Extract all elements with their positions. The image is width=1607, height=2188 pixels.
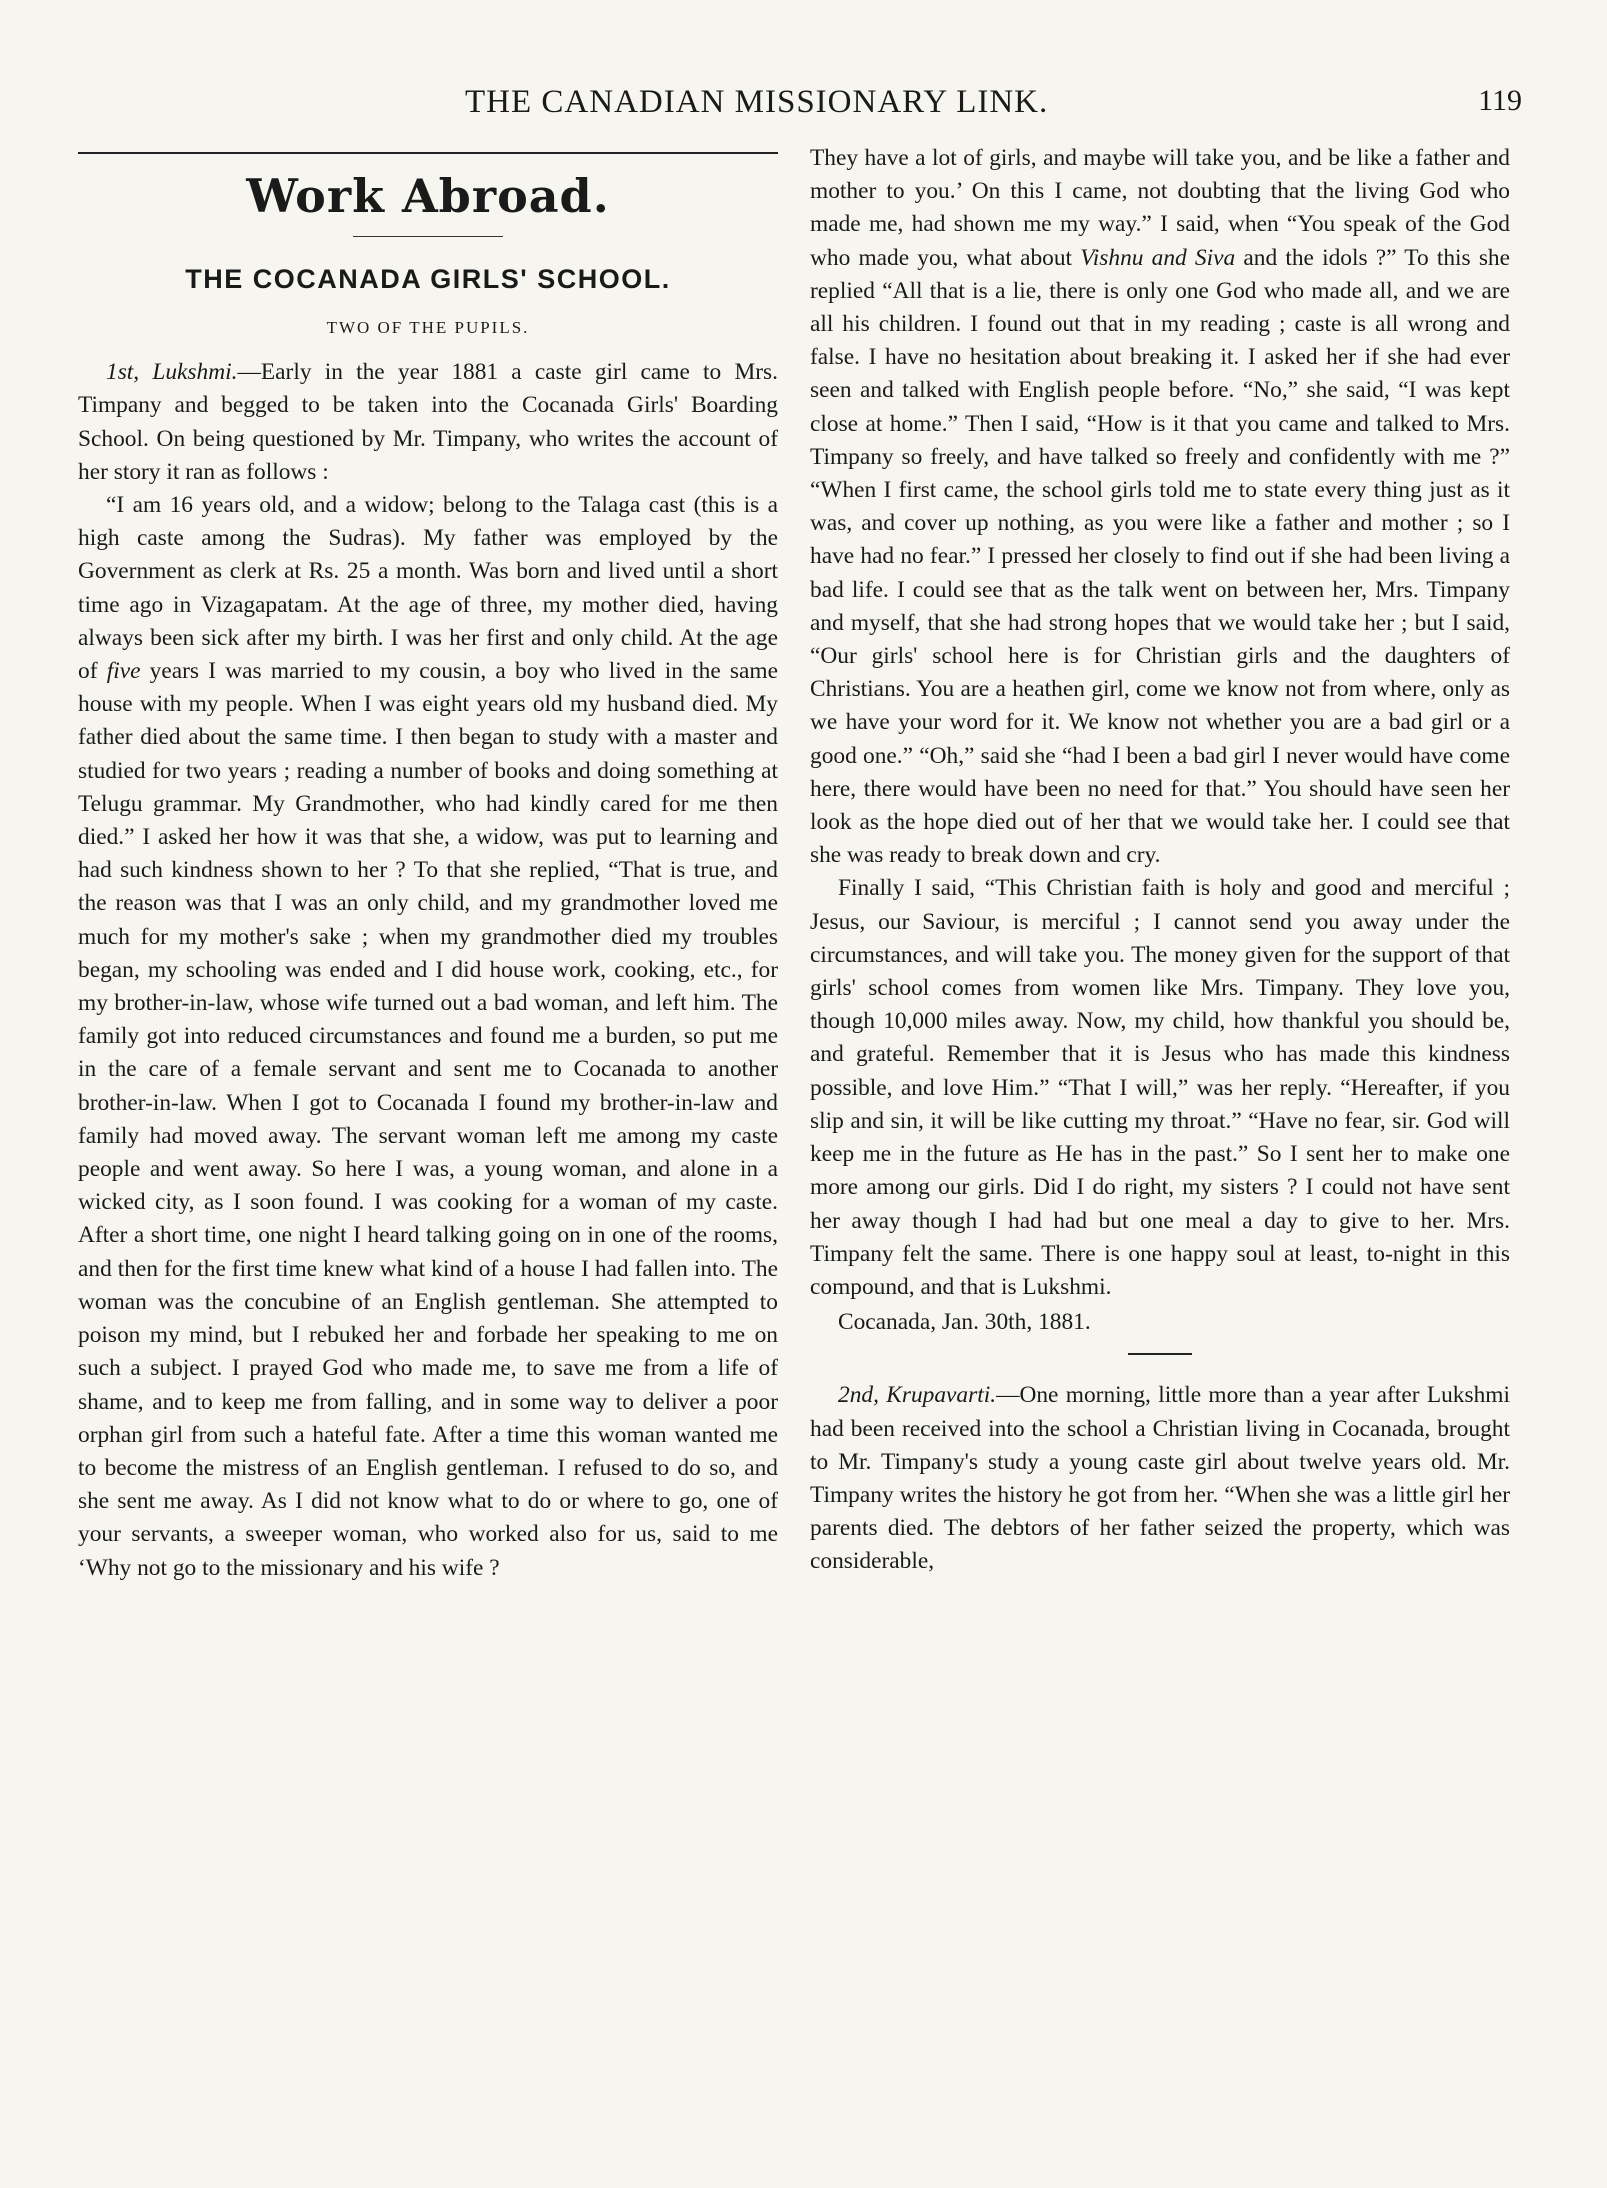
section-heading-rule (353, 236, 503, 237)
running-head (0, 84, 1607, 128)
dateline: Cocanada, Jan. 30th, 1881. (838, 1309, 1091, 1336)
emphasis-five: five (106, 658, 141, 685)
paragraph-text: years I was married to my cousin, a boy who lived in the same house with my people. When I was eight years old my husband died. My father died about the same time. I then began to study with a master and studied for two years ; reading a number of books and doing something at Telugu grammar. My Grandmother, who had kindly cared for me then died.” I asked her how it was that she, a widow, was put to learning and had such kindness shown to her ? To that she replied, “That is true, and the reason was that I was an only child, and my grandmother loved me much for my mother's sake ; when my grandmother died my troubles began, my schooling was ended and I did house work, cooking, etc., for my brother-in-law, whose wife turned out a bad woman, and left him. The family got into reduced circumstances and found me a burden, so put me in the care of a female servant and sent me to Cocanada to another brother-in-law. When I got to Cocanada I found my brother-in-law and family had moved away. The servant woman left me among my caste people and went away. So here I was, a young woman, and alone in a wicked city, as I soon found. I was cooking for a woman of my caste. After a short time, one night I heard talking going on in one of the rooms, and then for the first time knew what kind of a house I had fallen into. The woman was the concubine of an English gentleman. She attempted to poison my mind, but I rebuked her and forbade her speaking to me on such a subject. I prayed God who made me, to save me from a life of shame, and to keep me from falling, and in some way to deliver a poor orphan girl from such a hateful fate. After a time this woman wanted me to become the mistress of an English gentleman. I refused to do so, and she sent me away. As I did not know what to do or where to go, one of your servants, a sweeper woman, who worked also for us, said to me ‘Why not go to the missionary and his wife ? (78, 658, 778, 1581)
paragraph-text: “I am 16 years old, and a widow; belong to the Talaga cast (this is a high caste among the Sudras). My father was employed by the Government as clerk at Rs. 25 a month. Was born and lived until a short time ago in Vizagapatam. At the age of three, my mother died, having always been sick after my birth. I was her first and only child. At the age of (78, 492, 778, 685)
right-column (810, 142, 1510, 1579)
paragraph-krupavarti (810, 1379, 1510, 1578)
paragraph-text: They have a lot of girls, and maybe will take you, and be like a father and mother to you.’ On this I came, not doubting that the living God who made me, had shown me my way.” I said, when “You speak of the God who made you, what about (810, 145, 1510, 271)
paragraph-text: and the idols ?” To this she replied “All that is a lie, there is only one God who made all, and we are all his children. I found out that in my reading ; caste is all wrong and false. I have no hesitation about breaking it. I asked her if she had ever seen and talked with English people before. “No,” she said, “I was kept close at home.” Then I said, “How is it that you came and talked to Mrs. Timpany so freely, and have talked so freely and confidently with me ?” “When I first came, the school girls told me to state every thing just as it was, and cover up nothing, as you were like a father and mother ; so I have had no fear.” I pressed her closely to find out if she had been living a bad life. I could see that as the talk went on between her, Mrs. Timpany and myself, that she had strong hopes that we would take her ; but I said, “Our girls' school here is for Christian girls and the daughters of Christians. You are a heathen girl, come we know not from where, only as we have your word for it. We know not whether you are a bad girl or a good one.” “Oh,” said she “had I been a bad girl I never would have come here, there would have been no need for that.” You should have seen her look as the hope died out of her that we would take her. I could see that she was ready to break down and cry. (810, 244, 1510, 869)
paragraph-text: —Early in the year 1881 a caste girl came to Mrs. Timpany and begged to be taken into the Cocanada Girls' Boarding School. On being questioned by Mr. Timpany, who writes the account of her story it ran as follows : (78, 359, 778, 485)
article-title: THE COCANADA GIRLS' SCHOOL. (185, 264, 671, 294)
paragraph-lead-lukshmi: 1st, Lukshmi. (106, 359, 238, 386)
paragraph-lukshmi-intro (78, 356, 778, 489)
section-top-rule (78, 152, 778, 154)
paragraph-lead-krupavarti: 2nd, Krupavarti. (838, 1382, 997, 1409)
paragraph-lukshmi-conclusion: Finally I said, “This Christian faith is holy and good and merciful ; Jesus, our Saviour, is merciful ; I cannot send you away under the circumstances, and will take you. The money given for the support of that girls' school comes from women like Mrs. Timpany. They love you, though 10,000 miles away. Now, my child, how thankful you should be, and grateful. Remember that it is Jesus who has made this kindness possible, and love Him.” “That I will,” was her reply. “Hereafter, if you slip and sin, it will be like cutting my throat.” “Have no fear, sir. God will keep me in the future as He has in the past.” So I sent her to make one more among our girls. Did I do right, my sisters ? I could not have sent her away though I had had but one meal a day to give to her. Mrs. Timpany felt the same. There is one happy soul at least, to-night in this compound, and that is Lukshmi. (810, 875, 1510, 1300)
article-subtitle: TWO OF THE PUPILS. (326, 318, 530, 337)
separator-rule (1128, 1353, 1192, 1355)
paragraph-text: —One morning, little more than a year after Lukshmi had been received into the school a Christian living in Cocanada, brought to Mr. Timpany's study a young caste girl about twelve years old. Mr. Timpany writes the history he got from her. “When she was a little girl her parents died. The debtors of her father seized the property, which was considerable, (810, 1382, 1510, 1575)
paragraph-lukshmi-story (78, 489, 778, 1585)
left-column (78, 140, 778, 1585)
page-number: 119 (1478, 84, 1522, 117)
emphasis-gods: Vishnu and Siva (1080, 244, 1236, 271)
paragraph-lukshmi-continued (810, 142, 1510, 872)
running-title: THE CANADIAN MISSIONARY LINK. (465, 84, 1049, 120)
section-heading: Work Abroad. (246, 169, 610, 223)
